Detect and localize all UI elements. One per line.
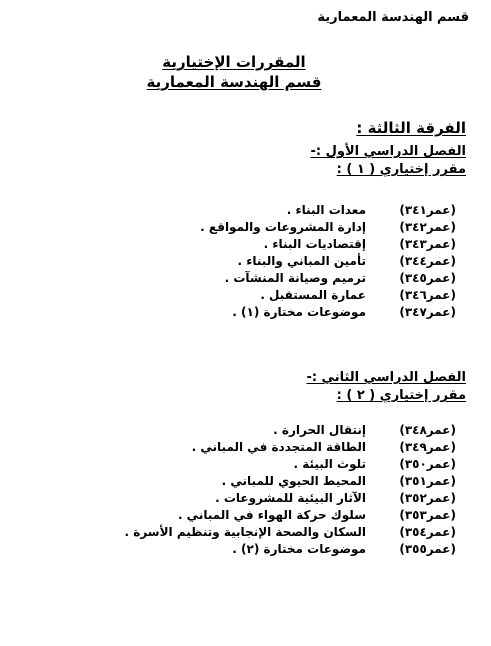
course-code: (عمر٣٤٢) bbox=[399, 220, 456, 234]
course-code: (عمر٣٤٦) bbox=[399, 288, 456, 302]
course-name: تأمين المباني والبناء . bbox=[237, 254, 366, 268]
course-name: إنتقال الحرارة . bbox=[273, 423, 366, 437]
course-row bbox=[0, 457, 491, 473]
course-name: إدارة المشروعات والمواقع . bbox=[200, 220, 366, 234]
course-row bbox=[0, 220, 491, 236]
year-heading: الفرقة الثالثة : bbox=[356, 119, 466, 137]
page-title: المقررات الإختيارية bbox=[162, 53, 306, 71]
course-row bbox=[0, 423, 491, 439]
semester1-heading: الفصل الدراسي الأول :- bbox=[310, 144, 466, 159]
course-code: (عمر٣٤٤) bbox=[399, 254, 456, 268]
course-code: (عمر٣٤٨) bbox=[399, 423, 456, 437]
course-row bbox=[0, 254, 491, 270]
semester2-heading: الفصل الدراسي الثاني :- bbox=[306, 370, 466, 385]
course-code: (عمر٣٤٥) bbox=[399, 271, 456, 285]
course-name: موضوعات مختارة (٢) . bbox=[232, 542, 366, 556]
course-name: الطاقة المتجددة في المباني . bbox=[191, 440, 366, 454]
course-name: إقتصاديات البناء . bbox=[263, 237, 366, 251]
course-code: (عمر٣٤٩) bbox=[399, 440, 456, 454]
course-code: (عمر٣٤١) bbox=[399, 203, 456, 217]
course-name: الآثار البيئية للمشروعات . bbox=[215, 491, 366, 505]
course-code: (عمر٣٤٧) bbox=[399, 305, 456, 319]
course-name: السكان والصحة الإنجابية وتنظيم الأسرة . bbox=[124, 525, 366, 539]
course-row bbox=[0, 305, 491, 321]
course-code: (عمر٣٤٣) bbox=[399, 237, 456, 251]
course-code: (عمر٣٥٢) bbox=[399, 491, 456, 505]
page-subtitle: قسم الهندسة المعمارية bbox=[146, 73, 322, 91]
course-name: ترميم وصيانة المنشآت . bbox=[224, 271, 366, 285]
course-name: المحيط الحيوي للمباني . bbox=[221, 474, 366, 488]
course-row bbox=[0, 542, 491, 558]
course-row bbox=[0, 440, 491, 456]
course-row bbox=[0, 237, 491, 253]
course-row bbox=[0, 474, 491, 490]
course-name: معدات البناء . bbox=[286, 203, 366, 217]
course-name: موضوعات مختارة (١) . bbox=[232, 305, 366, 319]
semester1-elective-heading: مقرر إختياري ( ١ ) : bbox=[336, 162, 466, 177]
course-code: (عمر٣٥٥) bbox=[399, 542, 456, 556]
course-name: سلوك حركة الهواء في المباني . bbox=[177, 508, 366, 522]
course-code: (عمر٣٥٤) bbox=[399, 525, 456, 539]
course-row bbox=[0, 508, 491, 524]
semester2-elective-heading: مقرر إختياري ( ٢ ) : bbox=[336, 388, 466, 403]
course-code: (عمر٣٥٣) bbox=[399, 508, 456, 522]
course-row bbox=[0, 288, 491, 304]
department-header: قسم الهندسة المعمارية bbox=[317, 10, 469, 25]
course-code: (عمر٣٥١) bbox=[399, 474, 456, 488]
course-row bbox=[0, 203, 491, 219]
course-code: (عمر٣٥٠) bbox=[399, 457, 456, 471]
course-row bbox=[0, 491, 491, 507]
course-name: تلوث البيئة . bbox=[293, 457, 366, 471]
course-row bbox=[0, 271, 491, 287]
course-name: عمارة المستقبل . bbox=[260, 288, 366, 302]
course-row bbox=[0, 525, 491, 541]
